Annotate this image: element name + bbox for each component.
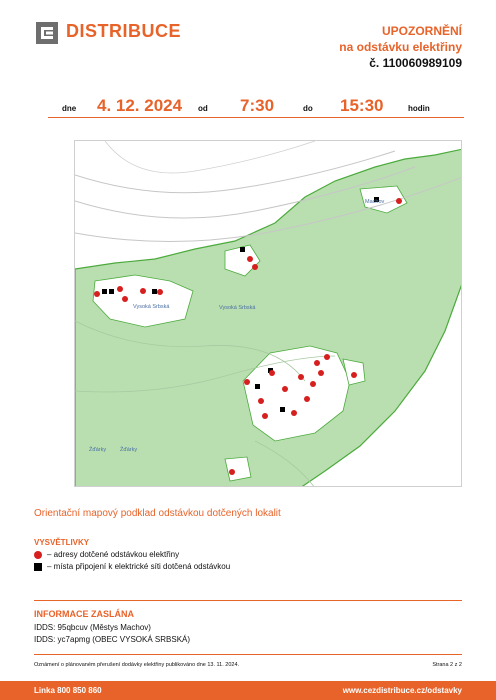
info-divider-top [34, 600, 462, 601]
map-label-machov: Machov [365, 199, 385, 205]
map-caption: Orientační mapový podklad odstávkou dotčených lokalit [34, 508, 281, 519]
from-label: od [198, 104, 208, 113]
outage-map [74, 140, 462, 487]
schedule-divider [48, 117, 464, 118]
day-label: dne [62, 104, 77, 113]
legend-item-address [34, 550, 179, 559]
info-line-2: IDDS: yc7apmg (OBEC VYSOKÁ SRBSKÁ) [34, 635, 191, 644]
legend-item-connection [34, 562, 230, 571]
map-label-vysoka-2: Vysoká Srbská [219, 305, 256, 311]
info-line-1: IDDS: 95qbcuv (Městys Machov) [34, 623, 151, 632]
notice-title: UPOZORNĚNÍ [381, 24, 462, 38]
notice-subtitle: na odstávku elektřiny [339, 40, 462, 54]
legend-title: VYSVĚTLIVKY [34, 538, 90, 547]
to-time: 15:30 [340, 96, 384, 115]
footer-web-link[interactable]: www.cezdistribuce.cz/odstavky [342, 686, 462, 695]
info-divider-bottom [34, 654, 462, 655]
outage-date: 4. 12. 2024 [97, 96, 183, 115]
map-label-zdarky-2: Žďárky [120, 447, 138, 453]
legend-item-connection-label: – místa připojení k elektrické síti dotčená odstávkou [47, 562, 231, 571]
red-dot-icon [34, 551, 42, 559]
published-note: Oznámení o plánovaném přerušení dodávky elektřiny publikováno dne 13. 11. 2024. [34, 662, 240, 668]
page-number: Strana 2 z 2 [432, 662, 462, 668]
notice-number: č. 110060989109 [369, 56, 462, 70]
info-title: INFORMACE ZASLÁNA [34, 609, 134, 619]
legend-item-address-label: – adresy dotčené odstávkou elektřiny [47, 550, 180, 559]
footer-phone: Linka 800 850 860 [34, 686, 102, 695]
map-label-vysoka-1: Vysoká Srbská [133, 304, 170, 310]
black-square-icon [34, 563, 42, 571]
brand-name: DISTRIBUCE [66, 21, 182, 41]
map-label-zdarky-1: Žďárky [89, 447, 107, 453]
from-time: 7:30 [240, 96, 275, 115]
hours-label: hodin [408, 104, 430, 113]
to-label: do [303, 104, 313, 113]
cez-logo-icon [36, 22, 58, 44]
